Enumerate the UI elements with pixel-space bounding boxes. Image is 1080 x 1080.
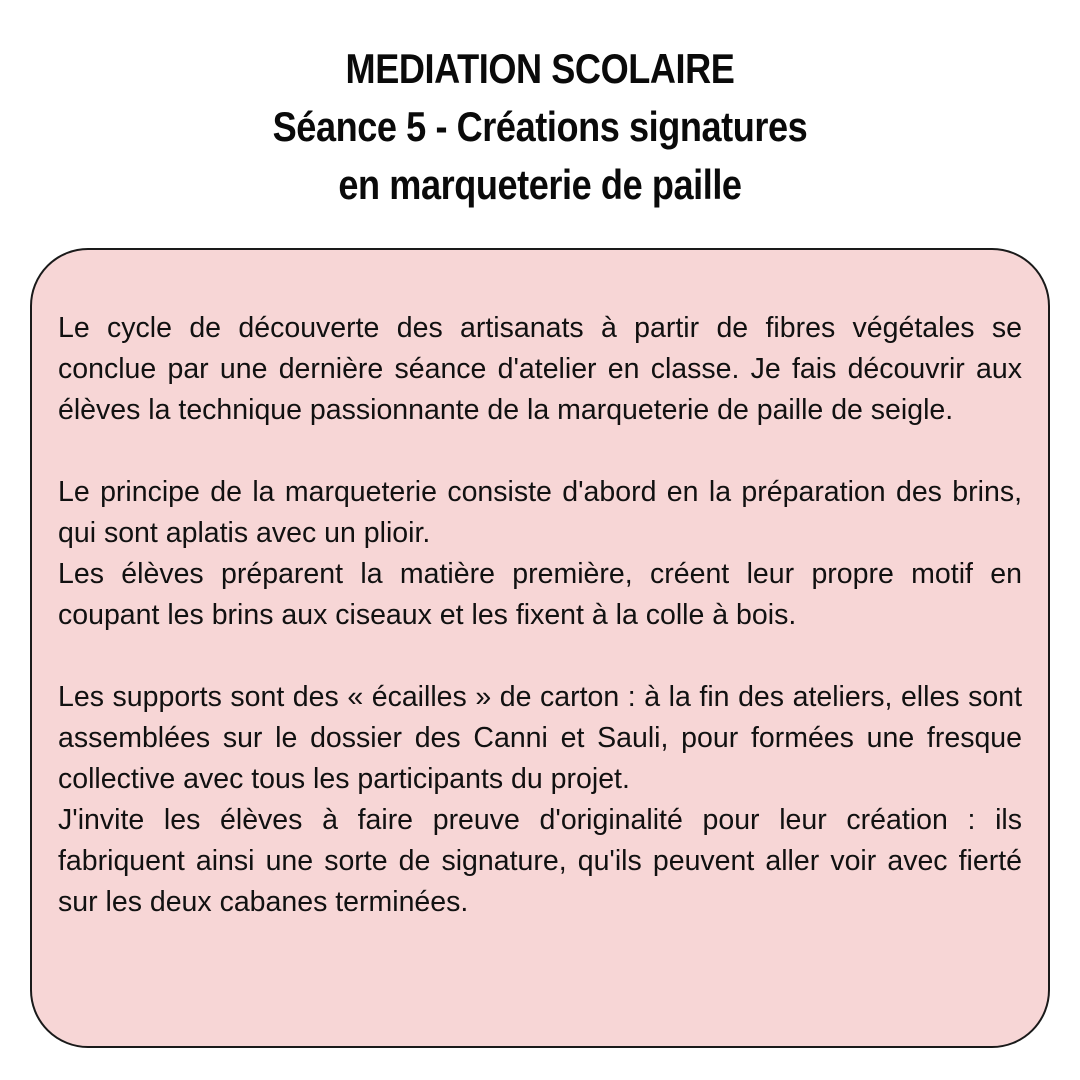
paragraph-preparation: Les élèves préparent la matière première, créent leur propre motif en coupant les brins aux ciseaux et les fixent à la colle à bois. [58,558,1022,631]
paragraph-spacer [58,636,1022,677]
title-line-2: Séance 5 - Créations signatures [272,103,808,150]
title-line-1: MEDIATION SCOLAIRE [345,45,735,92]
paragraph-spacer [58,431,1022,472]
paragraph-intro: Le cycle de découverte des artisanats à partir de fibres végétales se conclue par une dernière séance d'atelier en classe. Je fais découvrir aux élèves la technique passionnante de la marqueterie de paille de seigle. [58,312,1022,426]
title-line-3: en marqueterie de paille [338,161,742,208]
paragraph-principle: Le principe de la marqueterie consiste d'abord en la préparation des brins, qui sont aplatis avec un plioir. [58,476,1022,549]
paragraph-signature: J'invite les élèves à faire preuve d'originalité pour leur création : ils fabriquent ainsi une sorte de signature, qu'ils peuvent aller voir avec fierté sur les deux cabanes terminées. [58,804,1022,918]
page-title [0,40,1080,214]
content-card [30,248,1050,1048]
paragraph-supports: Les supports sont des « écailles » de carton : à la fin des ateliers, elles sont assemblées sur le dossier des Canni et Sauli, pour formées une fresque collective avec tous les participants du projet. [58,681,1022,795]
